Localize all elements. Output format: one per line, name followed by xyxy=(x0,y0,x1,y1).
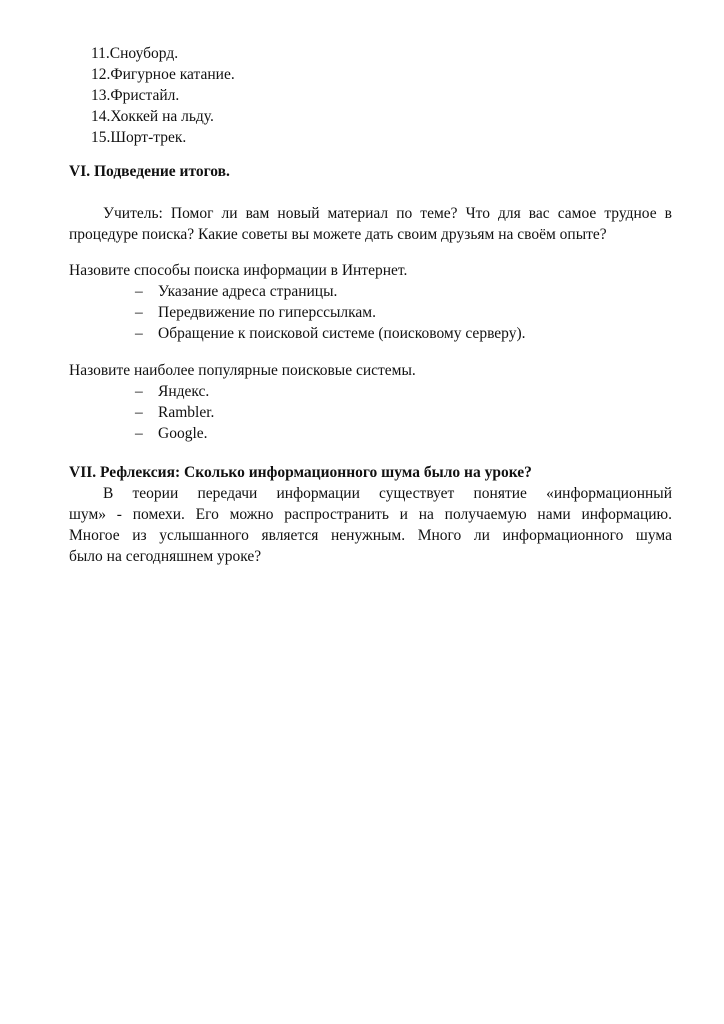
teacher-line-2: процедуре поиска? Какие советы вы можете дать своим друзьям на своём опыте? xyxy=(69,226,607,243)
section-7-heading: VII. Рефлексия: Сколько информационного шума было на уроке? xyxy=(69,464,532,481)
list-item: 15.Шорт-трек. xyxy=(91,129,187,146)
list-item: – Google. xyxy=(135,425,208,442)
list-item: – Обращение к поисковой системе (поисковому серверу). xyxy=(135,325,526,342)
dash-marker: – xyxy=(135,404,143,421)
search-engines-list xyxy=(135,381,214,444)
sports-numbered-list xyxy=(91,43,235,148)
list-item: 12.Фигурное катание. xyxy=(91,66,235,83)
list-item: – Яндекс. xyxy=(135,383,210,400)
reflection-paragraph xyxy=(69,483,672,567)
search-methods-list xyxy=(135,281,526,344)
search-engines-question: Назовите наиболее популярные поисковые системы. xyxy=(69,362,416,379)
teacher-line-1: Учитель: Помог ли вам новый материал по теме? Что для вас самое трудное в xyxy=(103,205,672,222)
reflection-line-2: шум» - помехи. Его можно распространить и на получаемую нами информацию. xyxy=(69,506,672,523)
reflection-line-3: Многое из услышанного является ненужным. Много ли информационного шума xyxy=(69,527,672,544)
list-item: – Rambler. xyxy=(135,404,215,421)
dash-marker: – xyxy=(135,325,143,342)
search-methods-question: Назовите способы поиска информации в Интернет. xyxy=(69,262,408,279)
list-item: 14.Хоккей на льду. xyxy=(91,108,214,125)
teacher-paragraph xyxy=(69,203,672,245)
dash-marker: – xyxy=(135,283,143,300)
list-item: 11.Сноуборд. xyxy=(91,45,179,62)
list-item: – Указание адреса страницы. xyxy=(135,283,338,300)
dash-marker: – xyxy=(135,425,143,442)
list-item: – Передвижение по гиперссылкам. xyxy=(135,304,376,321)
list-item: 13.Фристайл. xyxy=(91,87,180,104)
reflection-line-1: В теории передачи информации существует понятие «информационный xyxy=(103,485,672,502)
reflection-line-4: было на сегодняшнем уроке? xyxy=(69,548,262,565)
dash-marker: – xyxy=(135,383,143,400)
dash-marker: – xyxy=(135,304,143,321)
section-6-heading: VI. Подведение итогов. xyxy=(69,163,230,180)
